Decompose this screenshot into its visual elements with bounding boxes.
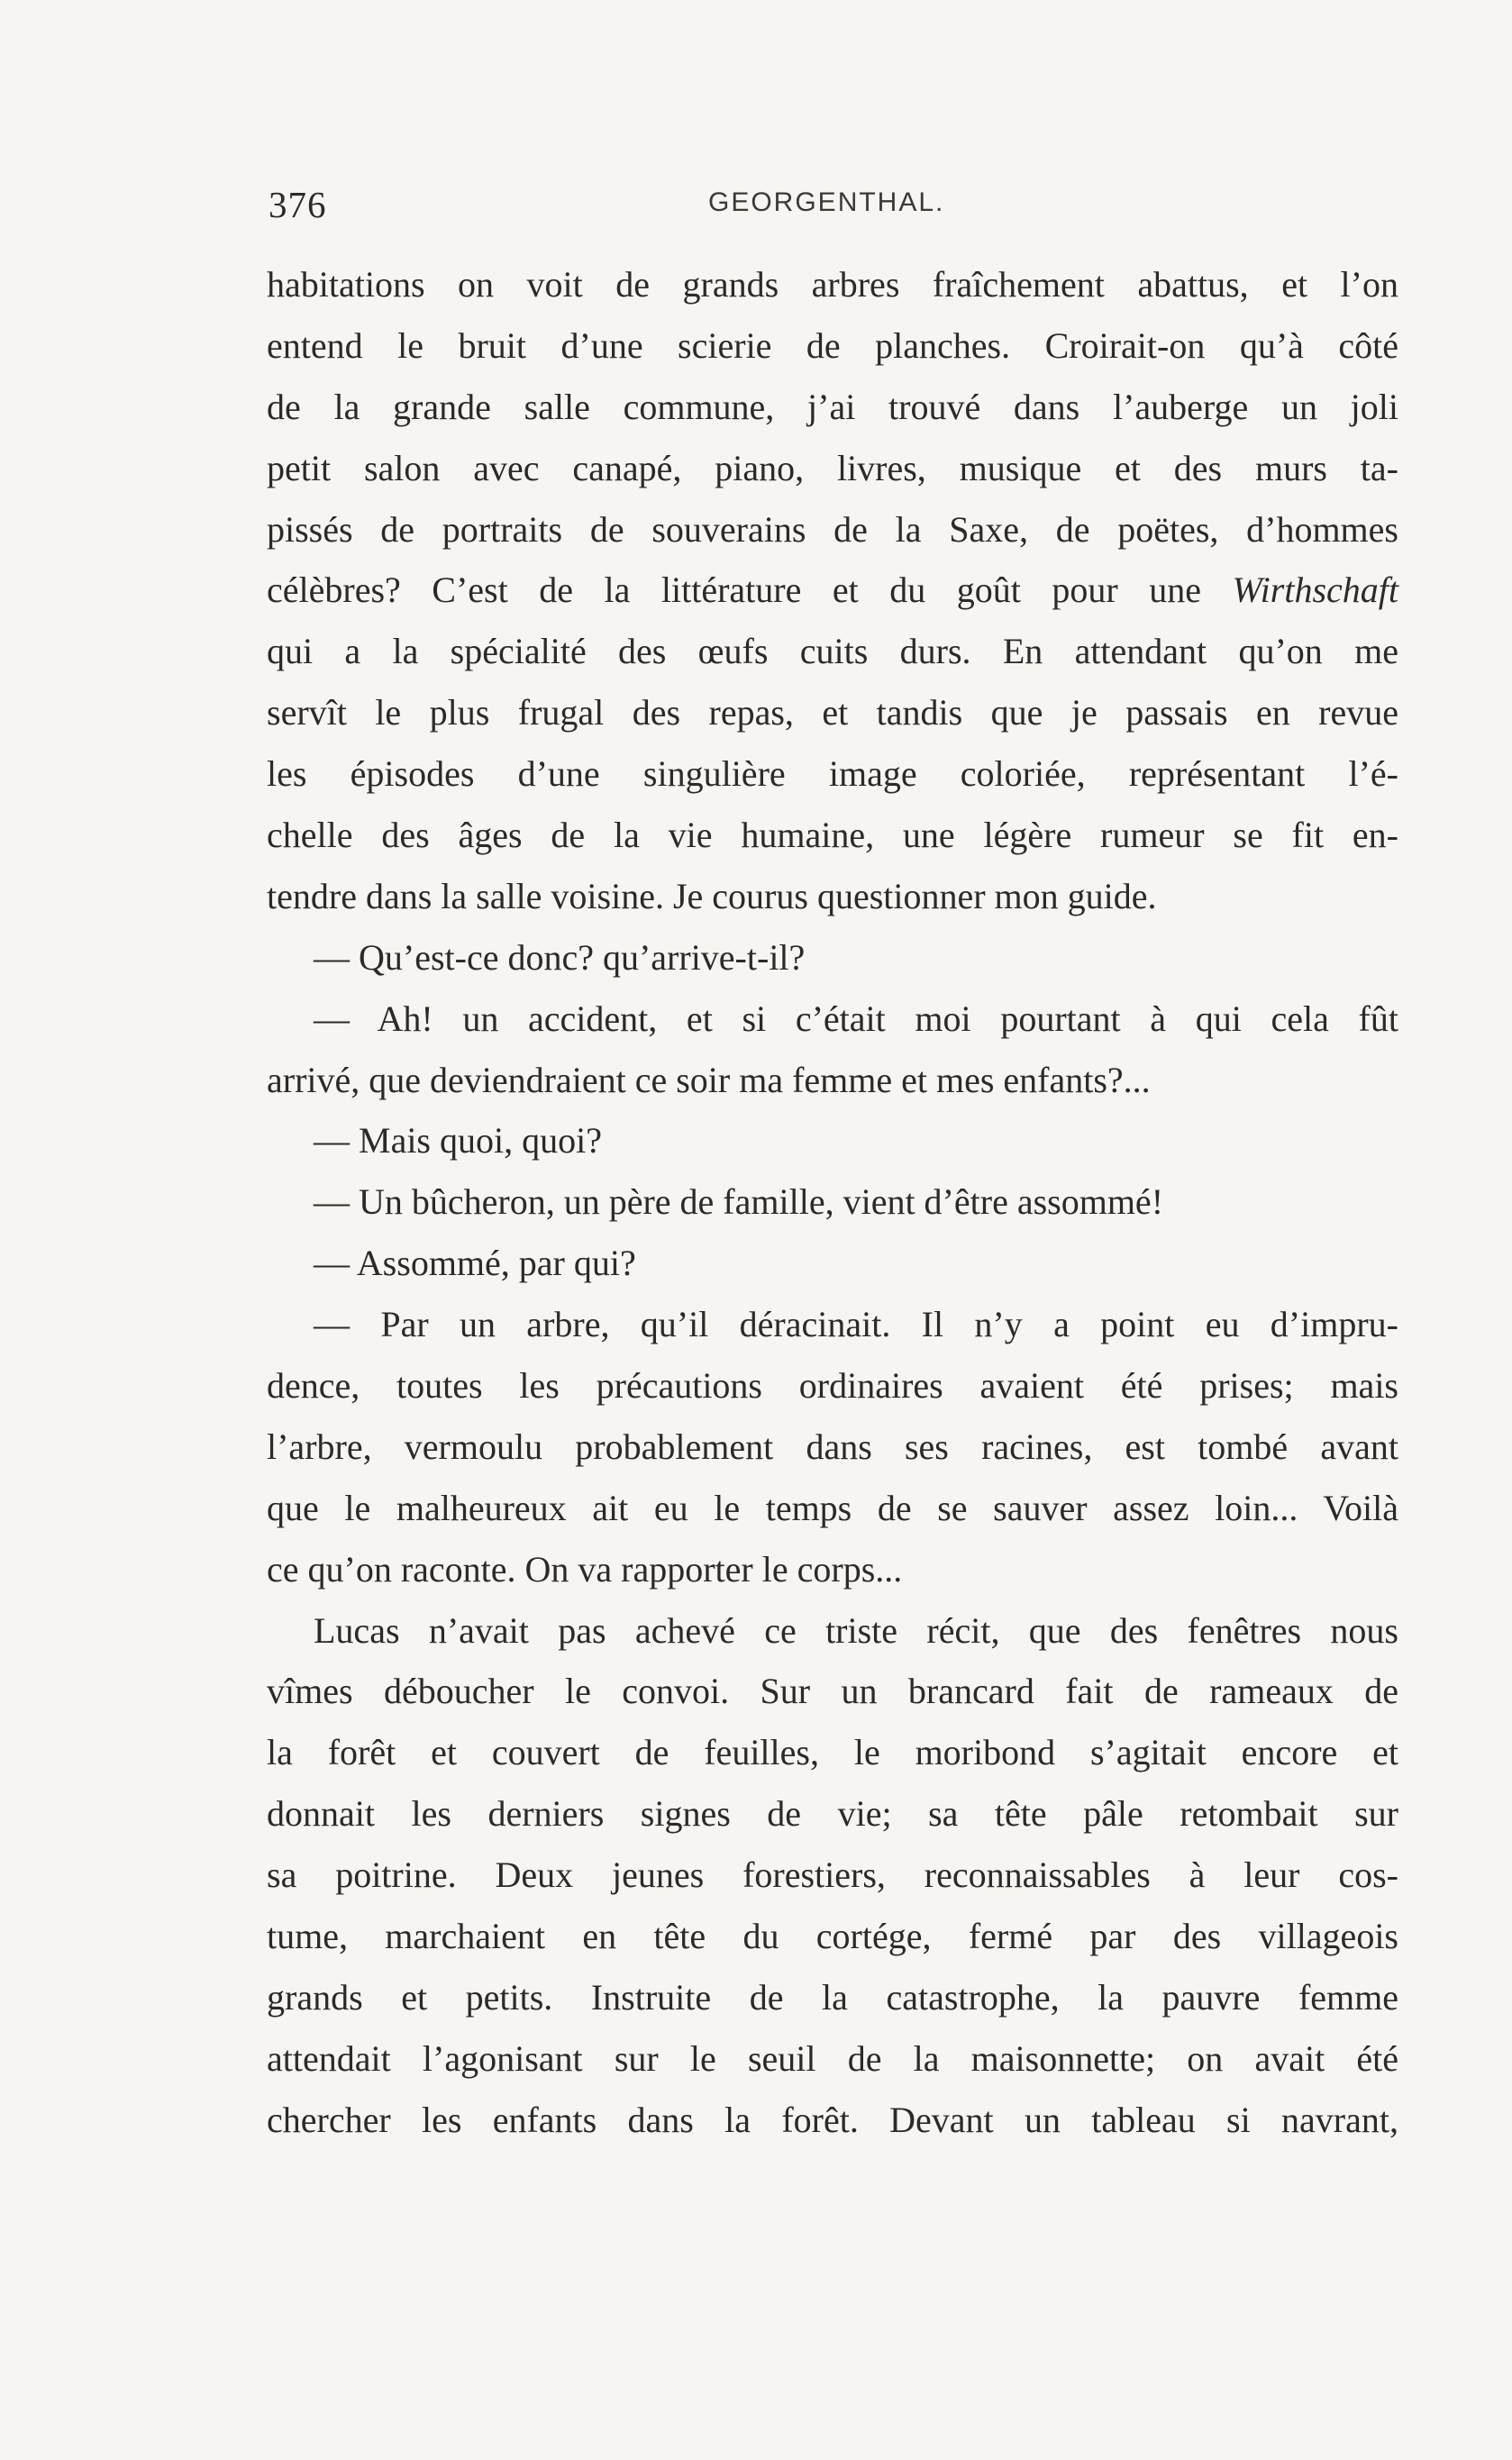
- line-text: — Par un arbre, qu’il déracinait. Il n’y a point eu d’impru-: [314, 1304, 1398, 1345]
- line-text: que le malheureux ait eu le temps de se sauver assez loin... Voilà: [267, 1487, 1398, 1528]
- text-line: [267, 989, 1398, 1050]
- line-text: les épisodes d’une singulière image coloriée, représentant l’é-: [267, 753, 1398, 795]
- line-text: chelle des âges de la vie humaine, une légère rumeur se fit en-: [267, 815, 1398, 856]
- text-line: [267, 805, 1398, 866]
- text-line: [267, 621, 1398, 682]
- line-text: chercher les enfants dans la forêt. Devant un tableau si navrant,: [267, 2099, 1398, 2140]
- text-line: [267, 315, 1398, 377]
- text-line: [267, 1417, 1398, 1478]
- text-line: [267, 1233, 1398, 1294]
- text-line: [267, 682, 1398, 743]
- line-text: célèbres? C’est de la littérature et du goût pour une: [267, 569, 1233, 611]
- text-line: [267, 1722, 1398, 1783]
- line-text: l’arbre, vermoulu probablement dans ses racines, est tombé avant: [267, 1426, 1398, 1467]
- line-text: pissés de portraits de souverains de la Saxe, de poëtes, d’hommes: [267, 508, 1398, 550]
- line-text: — Mais quoi, quoi?: [314, 1120, 602, 1162]
- text-line: [267, 1171, 1398, 1233]
- line-text: qui a la spécialité des œufs cuits durs. En attendant qu’on me: [267, 631, 1398, 672]
- text-line: [267, 1539, 1398, 1600]
- italic-word: Wirthschaft: [1232, 569, 1398, 611]
- text-line: [267, 560, 1398, 621]
- line-text: de la grande salle commune, j’ai trouvé dans l’auberge un joli: [267, 386, 1398, 427]
- text-line: [267, 1294, 1398, 1355]
- line-text: petit salon avec canapé, piano, livres, musique et des murs ta-: [267, 447, 1398, 488]
- line-text: donnait les derniers signes de vie; sa tête pâle retombait sur: [267, 1793, 1398, 1835]
- line-text: tume, marchaient en tête du cortége, fermé par des villageois: [267, 1916, 1398, 1957]
- text-line: [267, 743, 1398, 805]
- body-text: [267, 254, 1398, 2151]
- line-text: la forêt et couvert de feuilles, le moribond s’agitait encore et: [267, 1732, 1398, 1773]
- line-text: habitations on voit de grands arbres fraîchement abattus, et l’on: [267, 264, 1398, 305]
- text-line: [267, 866, 1398, 927]
- line-text: entend le bruit d’une scierie de planches. Croirait-on qu’à côté: [267, 324, 1398, 366]
- text-line: [267, 2028, 1398, 2090]
- text-line: [267, 1478, 1398, 1539]
- line-text: arrivé, que deviendraient ce soir ma femme et mes enfants?...: [267, 1059, 1151, 1100]
- line-text: — Qu’est-ce donc? qu’arrive-t-il?: [314, 936, 806, 978]
- line-text: grands et petits. Instruite de la catastrophe, la pauvre femme: [267, 1976, 1398, 2018]
- text-line: [267, 438, 1398, 499]
- line-text: — Un bûcheron, un père de famille, vient d’être assommé!: [314, 1181, 1164, 1223]
- line-text: sa poitrine. Deux jeunes forestiers, reconnaissables à leur cos-: [267, 1854, 1398, 1896]
- text-line: [267, 1967, 1398, 2028]
- text-line: [267, 1110, 1398, 1171]
- text-line: [267, 254, 1398, 315]
- text-line: [267, 1600, 1398, 1662]
- line-text: Lucas n’avait pas achevé ce triste récit, que des fenêtres nous: [314, 1609, 1398, 1651]
- text-line: [267, 1783, 1398, 1845]
- line-text: vîmes déboucher le convoi. Sur un brancard fait de rameaux de: [267, 1671, 1398, 1712]
- text-line: [267, 377, 1398, 438]
- text-line: [267, 927, 1398, 989]
- text-line: [267, 1845, 1398, 1906]
- line-text: tendre dans la salle voisine. Je courus questionner mon guide.: [267, 875, 1157, 916]
- line-text: ce qu’on raconte. On va rapporter le corps...: [267, 1548, 903, 1590]
- page-number: 376: [269, 184, 327, 225]
- line-text: — Ah! un accident, et si c’était moi pourtant à qui cela fût: [314, 998, 1398, 1039]
- text-line: [267, 1050, 1398, 1111]
- running-head: [269, 183, 1400, 237]
- text-line: [267, 1355, 1398, 1417]
- line-text: servît le plus frugal des repas, et tandis que je passais en revue: [267, 692, 1398, 733]
- text-line: [267, 1906, 1398, 1967]
- running-title: GEORGENTHAL.: [708, 187, 945, 217]
- line-text: attendait l’agonisant sur le seuil de la maisonnette; on avait été: [267, 2037, 1398, 2079]
- text-line: [267, 2090, 1398, 2151]
- line-text: — Assommé, par qui?: [314, 1243, 636, 1284]
- line-text: dence, toutes les précautions ordinaires avaient été prises; mais: [267, 1365, 1398, 1407]
- text-line: [267, 499, 1398, 560]
- text-line: [267, 1661, 1398, 1722]
